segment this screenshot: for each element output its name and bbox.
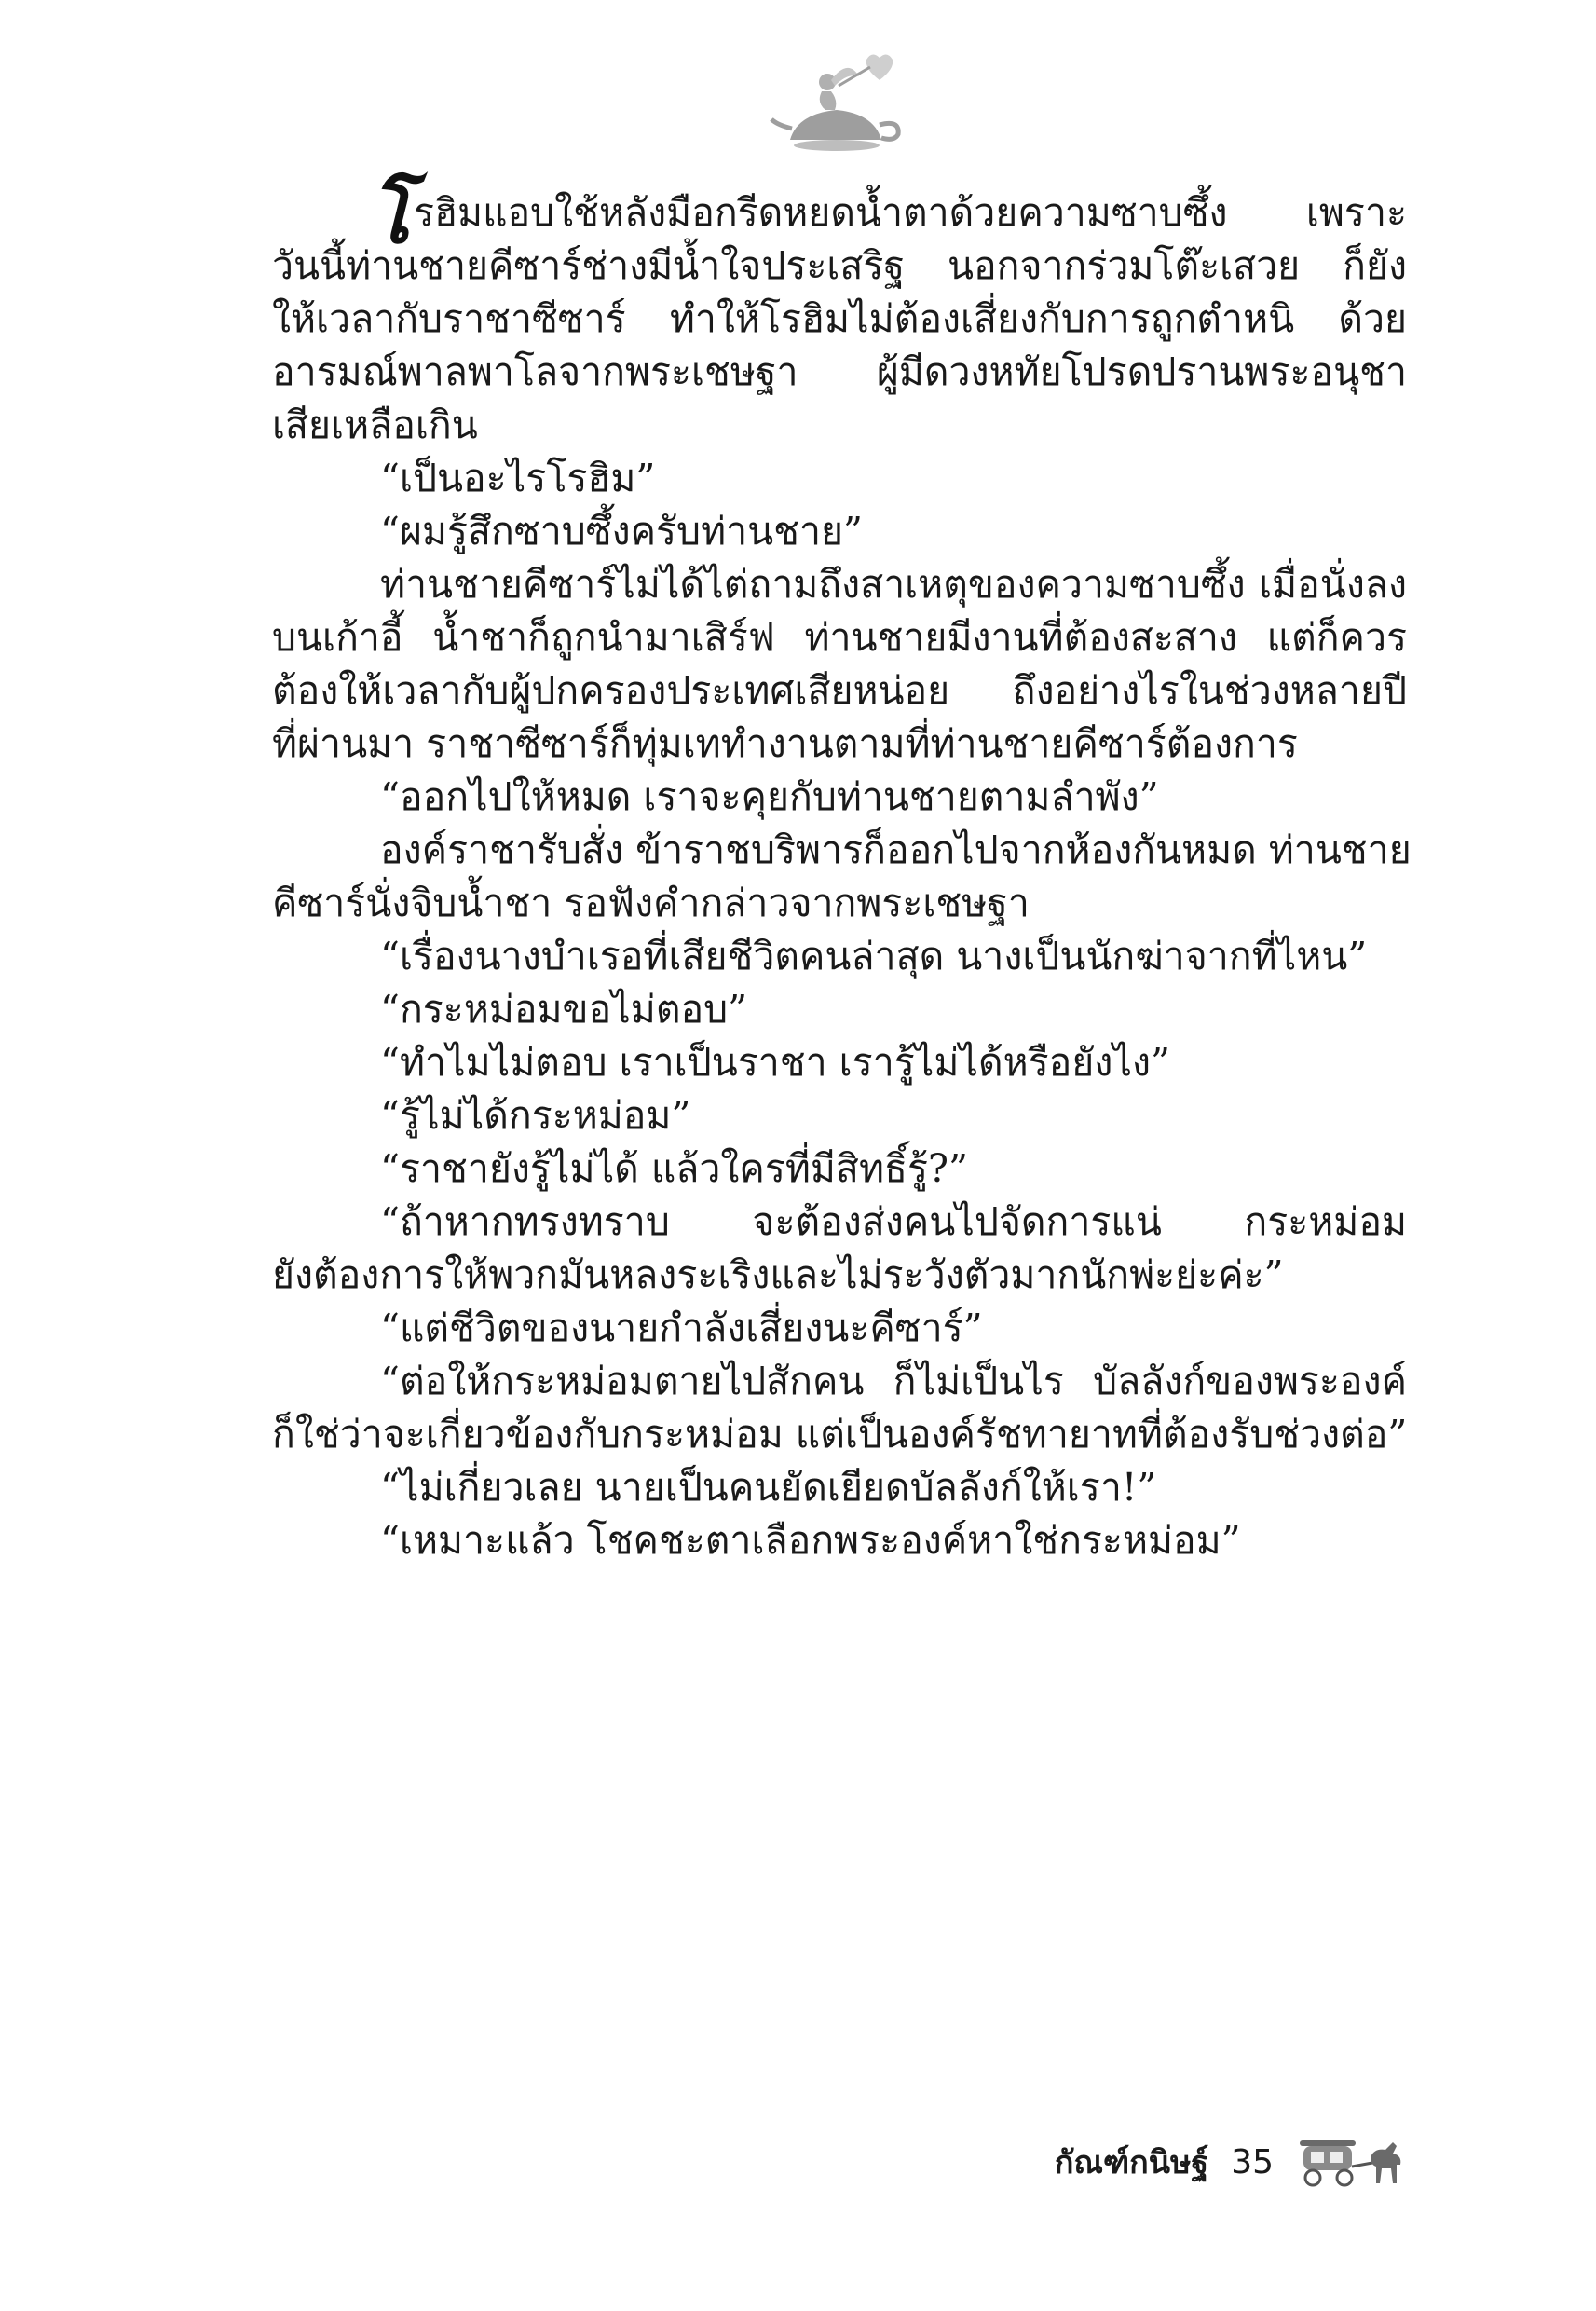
dialogue-line: “เรื่องนางบำเรอที่เสียชีวิตคนล่าสุด นางเป็นนักฆ่าจากที่ไหน” xyxy=(380,934,1368,978)
text-line: วันนี้ท่านชายคีซาร์ช่างมีน้ำใจประเสริฐ นอกจากร่วมโต๊ะเสวย ก็ยัง xyxy=(272,243,1407,288)
page-footer xyxy=(1055,2134,1410,2190)
dialogue-line: “เป็นอะไรโรฮิม” xyxy=(380,456,656,500)
story-body xyxy=(272,172,1412,1567)
text-line: บนเก้าอี้ น้ำชาก็ถูกนำมาเสิร์ฟ ท่านชายมีงานที่ต้องสะสาง แต่ก็ควร xyxy=(272,615,1407,660)
text-line: เสียเหลือเกิน xyxy=(272,403,478,447)
text-line: คีซาร์นั่งจิบน้ำชา รอฟังคำกล่าวจากพระเชษฐา xyxy=(272,881,1030,925)
drop-cap: โ xyxy=(369,172,411,261)
text-line: องค์ราชารับสั่ง ข้าราชบริพารก็ออกไปจากห้องกันหมด ท่านชาย xyxy=(380,827,1412,872)
dialogue-line: “กระหม่อมขอไม่ตอบ” xyxy=(380,987,748,1032)
text-line: ท่านชายคีซาร์ไม่ได้ไต่ถามถึงสาเหตุของความซาบซึ้ง เมื่อนั่งลง xyxy=(380,562,1407,607)
cupid-teapot-ornament-icon xyxy=(770,48,909,157)
dialogue-line: “ผมรู้สึกซาบซึ้งครับท่านชาย” xyxy=(380,509,863,554)
page-number: 35 xyxy=(1231,2142,1274,2181)
opening-line-text: รฮิมแอบใช้หลังมือกรีดหยดน้ำตาด้วยความซาบซึ้ง เพราะ xyxy=(414,190,1407,235)
dialogue-line: “ถ้าหากทรงทราบ จะต้องส่งคนไปจัดการแน่ กระหม่อม xyxy=(380,1199,1407,1244)
text-line: ยังต้องการให้พวกมันหลงระเริงและไม่ระวังตัวมากนักพ่ะย่ะค่ะ” xyxy=(272,1252,1284,1297)
horse-carriage-icon xyxy=(1296,2137,1410,2187)
book-title: กัณฑ์กนิษฐ์ xyxy=(1054,2144,1209,2181)
text-line: ที่ผ่านมา ราชาซีซาร์ก็ทุ่มเททำงานตามที่ท่านชายคีซาร์ต้องการ xyxy=(272,721,1298,766)
text-line: อารมณ์พาลพาโลจากพระเชษฐา ผู้มีดวงหทัยโปรดปรานพระอนุชา xyxy=(272,349,1407,394)
text-line: ก็ใช่ว่าจะเกี่ยวข้องกับกระหม่อม แต่เป็นองค์รัชทายาทที่ต้องรับช่วงต่อ” xyxy=(272,1412,1408,1456)
dialogue-line: “ต่อให้กระหม่อมตายไปสักคน ก็ไม่เป็นไร บัลลังก์ของพระองค์ xyxy=(380,1359,1407,1403)
dialogue-line: “ราชายังรู้ไม่ได้ แล้วใครที่มีสิทธิ์รู้?” xyxy=(380,1146,968,1191)
text-line: ให้เวลากับราชาซีซาร์ ทำให้โรฮิมไม่ต้องเสี่ยงกับการถูกตำหนิ ด้วย xyxy=(272,296,1407,341)
dialogue-line: “เหมาะแล้ว โชคชะตาเลือกพระองค์หาใช่กระหม่อม” xyxy=(380,1518,1241,1563)
dialogue-line: “แต่ชีวิตของนายกำลังเสี่ยงนะคีซาร์” xyxy=(380,1306,983,1350)
dialogue-line: “รู้ไม่ได้กระหม่อม” xyxy=(380,1093,691,1138)
text-line: ต้องให้เวลากับผู้ปกครองประเทศเสียหน่อย ถึงอย่างไรในช่วงหลายปี xyxy=(272,668,1407,713)
paragraph-opening-line xyxy=(272,172,1407,261)
dialogue-line: “ออกไปให้หมด เราจะคุยกับท่านชายตามลำพัง” xyxy=(380,774,1159,819)
dialogue-line: “ไม่เกี่ยวเลย นายเป็นคนยัดเยียดบัลลังก์ให้เรา!” xyxy=(380,1465,1157,1510)
dialogue-line: “ทำไมไม่ตอบ เราเป็นราชา เรารู้ไม่ได้หรือยังไง” xyxy=(380,1040,1170,1085)
